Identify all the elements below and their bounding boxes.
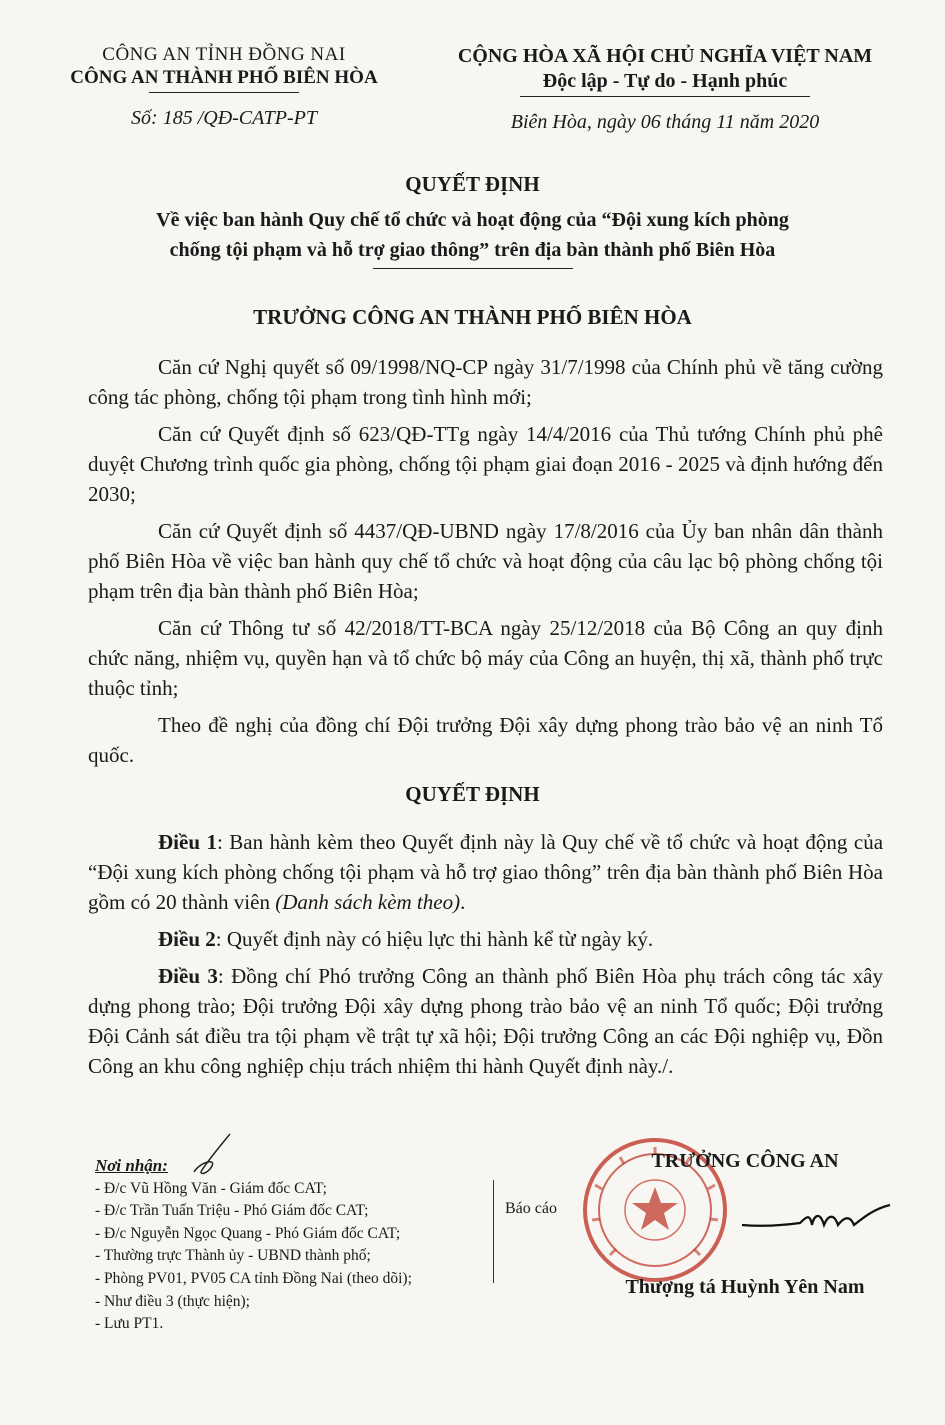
decision-heading: QUYẾT ĐỊNH [405,782,540,806]
preamble-paragraph: Theo đề nghị của đồng chí Đội trưởng Đội xây dựng phong trào bảo vệ an ninh Tổ quốc. [88,713,883,767]
nation-name: CỘNG HÒA XÃ HỘI CHỦ NGHĨA VIỆT NAM [457,45,873,67]
article-label: Điều 2 [158,927,216,951]
preamble-paragraph: Căn cứ Thông tư số 42/2018/TT-BCA ngày 25/12/2018 của Bộ Công an quy định chức năng, nhiệm vụ, quyền hạn và tổ chức bộ máy của Công an huyện, thị xã, thành phố trực thuộc tỉnh; [88,616,883,700]
article-note: (Danh sách kèm theo) [275,890,461,914]
motto-underline [520,96,810,97]
signer-title: TRƯỞNG CÔNG AN [651,1150,839,1172]
issuing-authority: TRƯỞNG CÔNG AN THÀNH PHỐ BIÊN HÒA [253,305,692,329]
place-date: Biên Hòa, ngày 06 tháng 11 năm 2020 [510,111,820,133]
article-label: Điều 1 [158,830,217,854]
recipients-label: Nơi nhận: [95,1156,168,1175]
issuing-agency-block [30,44,418,130]
document-number: Số: 185 /QĐ-CATP-PT [131,107,317,129]
recipients-block [95,1155,515,1336]
article-label: Điều 3 [158,964,218,988]
national-motto: Độc lập - Tự do - Hạnh phúc [542,70,788,92]
article-text: : Ban hành kèm theo Quyết định này là Quy chế về tổ chức và hoạt động của “Đội xung kích phòng chống tội phạm và hỗ trợ giao thông” trên địa bàn thành phố Biên Hòa gồm có 20 thành viên [88,830,884,914]
subject-line-2: chống tội phạm và hỗ trợ giao thông” trên địa bàn thành phố Biên Hòa [169,239,776,261]
article-text: : Quyết định này có hiệu lực thi hành kể từ ngày ký. [215,927,654,951]
preamble [88,352,883,770]
article-tail: . [460,890,466,914]
document-title: QUYẾT ĐỊNH [405,172,540,196]
article-3 [88,961,883,1081]
recipient-item: - Đ/c Vũ Hồng Văn - Giám đốc CAT; [95,1179,327,1197]
report-bracket [493,1180,494,1283]
recipient-item: - Đ/c Nguyễn Ngọc Quang - Phó Giám đốc CAT; [95,1224,401,1242]
signer-name: Thượng tá Huỳnh Yên Nam [625,1276,865,1298]
preamble-paragraph: Căn cứ Quyết định số 623/QĐ-TTg ngày 14/4/2016 của Thủ tướng Chính phủ phê duyệt Chương trình quốc gia phòng, chống tội phạm giai đoạn 2016 - 2025 và định hướng đến 2030; [88,422,883,506]
agency-underline [149,92,299,93]
subject-underline [373,268,573,269]
article-1 [88,827,883,917]
recipient-item: - Thường trực Thành ủy - UBND thành phố; [95,1247,371,1265]
document-subject [40,205,905,269]
preamble-paragraph: Căn cứ Nghị quyết số 09/1998/NQ-CP ngày 31/7/1998 của Chính phủ về tăng cường công tác phòng, chống tội phạm trong tình hình mới; [88,355,883,409]
subject-line-1: Về việc ban hành Quy chế tổ chức và hoạt động của “Đội xung kích phòng [156,209,789,231]
agency-name: CÔNG AN THÀNH PHỐ BIÊN HÒA [70,67,378,88]
recipient-item: - Như điều 3 (thực hiện); [95,1292,250,1310]
article-text: : Đồng chí Phó trưởng Công an thành phố Biên Hòa phụ trách công tác xây dựng phong trào; Đội trưởng Đội xây dựng phong trào bảo vệ an ninh Tổ quốc; Đội trưởng Đội Cảnh sát điều tra tội phạm về trật tự xã hội; Đội trưởng Công an các Đội nghiệp vụ, Đồn Công an khu công nghiệp chịu trách nhiệm thi hành Quyết định này./. [88,964,883,1078]
recipient-item: - Đ/c Trần Tuấn Triệu - Phó Giám đốc CAT; [95,1202,369,1220]
report-label: Báo cáo [505,1200,557,1217]
preamble-paragraph: Căn cứ Quyết định số 4437/QĐ-UBND ngày 17/8/2016 của Ủy ban nhân dân thành phố Biên Hòa về việc ban hành quy chế tổ chức và hoạt động của câu lạc bộ phòng chống tội phạm trên địa bàn thành phố Biên Hòa; [88,519,883,603]
recipient-item: - Phòng PV01, PV05 CA tỉnh Đồng Nai (theo dõi); [95,1269,412,1287]
articles [88,827,883,1081]
handwritten-signature [740,1195,900,1245]
agency-parent: CÔNG AN TỈNH ĐỒNG NAI [102,44,346,65]
scribble-mark [180,1132,240,1180]
recipient-item: - Lưu PT1. [95,1315,164,1333]
national-header-block [415,44,915,134]
article-2 [88,924,883,954]
